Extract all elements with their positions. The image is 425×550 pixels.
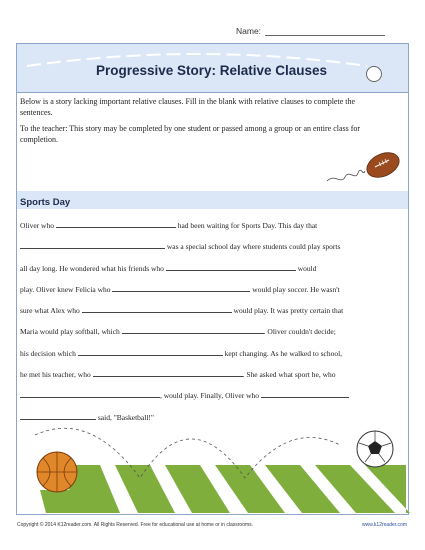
football-icon (325, 143, 400, 193)
story-line (20, 242, 377, 263)
blank-4[interactable] (112, 285, 250, 292)
blank-3[interactable] (166, 264, 296, 271)
intro-text (20, 97, 370, 151)
story-text: said, "Basketball!" (96, 412, 154, 422)
header-divider (17, 92, 408, 93)
name-field[interactable] (236, 26, 385, 36)
story-text: , would play. Finally, Oliver who (160, 391, 261, 401)
story-text: would play soccer. He wasn't (250, 284, 340, 294)
section-band (17, 191, 408, 209)
story-text: would (295, 263, 317, 273)
blank-1[interactable] (56, 221, 176, 228)
story-line (20, 221, 377, 242)
story-text: was a special school day where students could play sports (165, 242, 341, 252)
blank-9[interactable] (20, 391, 160, 398)
story-text: all day long. He wondered what his friends who (20, 263, 166, 273)
story-line (20, 285, 377, 306)
blank-8[interactable] (93, 370, 243, 377)
story-text: had been waiting for Sports Day. This day that (175, 221, 318, 230)
story-line (20, 306, 377, 327)
name-label: Name: (236, 26, 262, 36)
story-line (20, 264, 377, 285)
story-text: kept changing. As he walked to school, (222, 348, 343, 358)
blank-2[interactable] (20, 242, 165, 249)
blank-7[interactable] (78, 349, 223, 356)
story-line (20, 413, 377, 434)
teacher-note: To the teacher: This story may be completed by one student or passed among a group or an entire class for completion. (20, 124, 361, 144)
site-url-link[interactable]: www.k12reader.com (361, 522, 407, 528)
intro-paragraph: Below is a story lacking important relative clauses. Fill in the blank with relative clauses to complete the sentences. (20, 97, 356, 117)
story-text: play. Oliver knew Felicia who (20, 284, 113, 294)
section-title: Sports Day (20, 197, 71, 208)
blank-6[interactable] (122, 327, 264, 334)
blank-11[interactable] (20, 413, 96, 420)
blank-10[interactable] (261, 391, 349, 398)
story-text: Maria would play softball, which (20, 327, 122, 337)
story-text: his decision which (20, 348, 78, 358)
story-passage (20, 221, 377, 434)
story-text: Oliver who (20, 221, 56, 230)
story-text: . Oliver couldn't decide; (263, 327, 336, 337)
story-text: sure what Alex who (20, 306, 82, 316)
name-blank[interactable] (265, 27, 385, 36)
story-line (20, 370, 377, 391)
story-text: . She asked what sport he, who (242, 370, 336, 380)
story-line (20, 327, 377, 348)
story-line (20, 391, 377, 412)
copyright-text: Copyright © 2014 K12reader.com. All Rights Reserved. Free for educational use at home or in classrooms. (17, 522, 254, 528)
story-line (20, 349, 377, 370)
page-title: Progressive Story: Relative Clauses (95, 63, 328, 78)
story-text: would play. It was pretty certain that (231, 306, 344, 316)
blank-5[interactable] (82, 306, 232, 313)
story-text: he met his teacher, who (20, 370, 93, 380)
